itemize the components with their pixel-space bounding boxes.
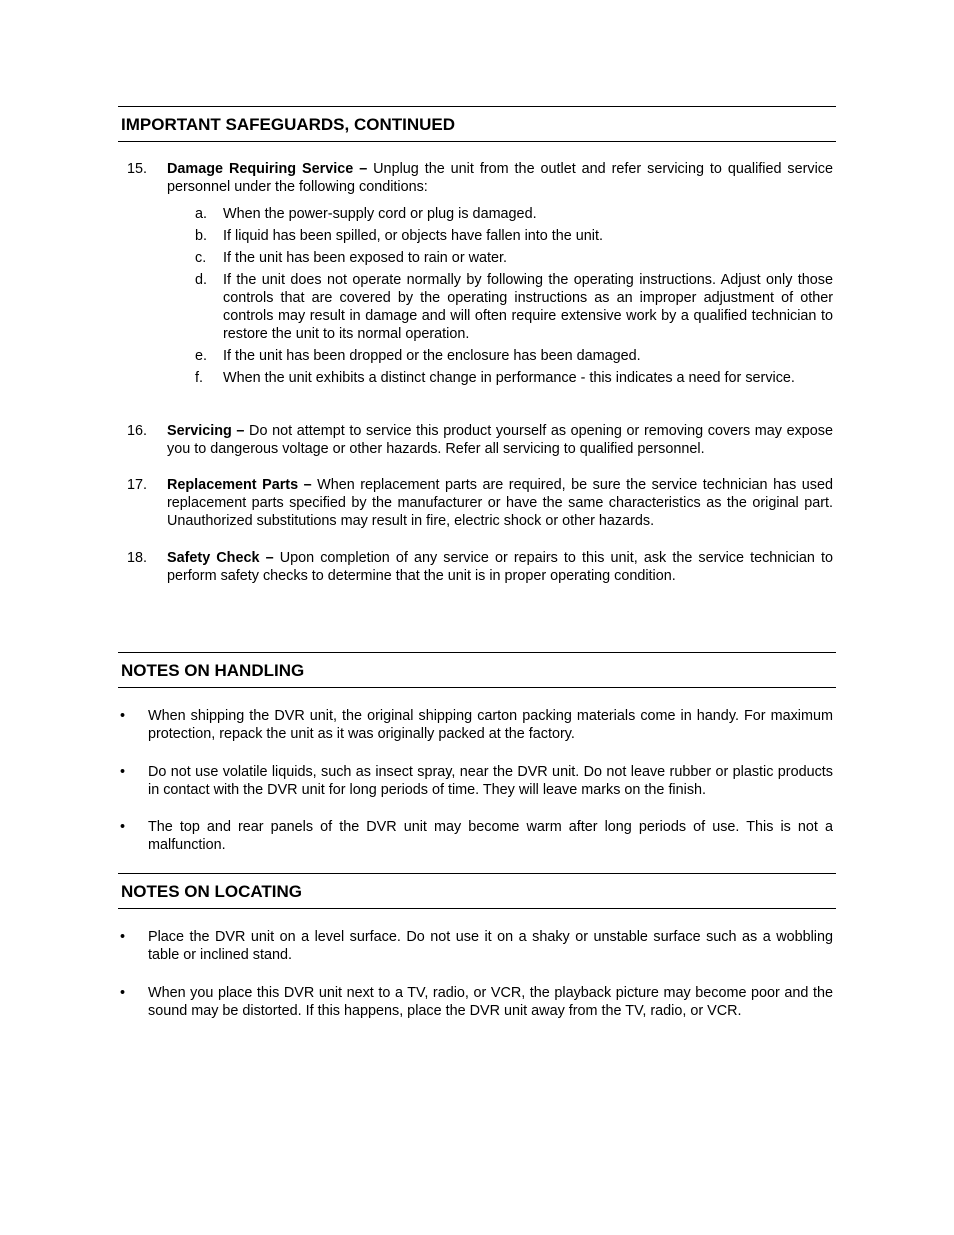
sub-item-letter: a. — [195, 206, 208, 222]
item-number: 15. — [127, 161, 148, 177]
sub-item-a — [167, 205, 833, 223]
sub-item-e — [167, 347, 833, 365]
sub-item-letter: b. — [195, 228, 208, 244]
bullet-text: When shipping the DVR unit, the original shipping carton packing materials come in handy. For maximum protection, repack the unit as it was originally packed at the factory. — [148, 708, 833, 742]
sub-item-text: When the unit exhibits a distinct change in performance - this indicates a need for service. — [223, 370, 795, 386]
bullet-icon: • — [120, 764, 126, 780]
item-text: When replacement parts are required, be sure the service technician has used replacement parts specified by the manufacturer or have the same characteristics as the original part. Unauthorized substitutions may result in fire, electric shock or other hazards. — [167, 477, 833, 529]
item-body — [167, 476, 833, 530]
safeguard-item-18 — [127, 549, 833, 585]
sub-item-letter: c. — [195, 250, 207, 266]
sub-item-f — [167, 369, 833, 387]
bullet-icon: • — [120, 708, 126, 724]
item-text: Do not attempt to service this product yourself as opening or removing covers may expose you to dangerous voltage or other hazards. Refer all servicing to qualified personnel. — [167, 423, 833, 457]
item-number: 16. — [127, 423, 148, 439]
bullet-icon: • — [120, 929, 126, 945]
section-header-important-safeguards — [118, 106, 836, 142]
sub-item-text: If liquid has been spilled, or objects have fallen into the unit. — [223, 228, 603, 244]
item-lead: Replacement Parts – — [167, 477, 312, 493]
item-lead: Damage Requiring Service – — [167, 161, 368, 177]
item-body — [167, 160, 833, 387]
sub-item-b — [167, 227, 833, 245]
bullet-text: When you place this DVR unit next to a TV, radio, or VCR, the playback picture may become poor and the sound may be distorted. If this happens, place the DVR unit away from the TV, radio, or VCR. — [148, 985, 833, 1019]
sub-item-text: When the power-supply cord or plug is damaged. — [223, 206, 537, 222]
safeguard-item-15 — [127, 160, 833, 391]
item-number: 17. — [127, 477, 148, 493]
item-body — [167, 549, 833, 585]
sub-item-c — [167, 249, 833, 267]
bullet-text: Place the DVR unit on a level surface. Do not use it on a shaky or unstable surface such as a wobbling table or inclined stand. — [148, 929, 833, 963]
sub-item-letter: f. — [195, 370, 203, 386]
section-header-notes-on-locating — [118, 873, 836, 909]
item-text: Upon completion of any service or repairs to this unit, ask the service technician to perform safety checks to determine that the unit is in proper operating condition. — [167, 550, 833, 584]
sub-item-text: If the unit does not operate normally by following the operating instructions. Adjust only those controls that are covered by the operating instructions as an improper adjustment of other controls may result in damage and will often require extensive work by a qualified technician to restore the unit to its normal operation. — [223, 272, 833, 342]
section-title: NOTES ON HANDLING — [121, 661, 305, 680]
safeguard-item-17 — [127, 476, 833, 530]
item-body — [167, 422, 833, 458]
bullet-text: Do not use volatile liquids, such as insect spray, near the DVR unit. Do not leave rubber or plastic products in contact with the DVR unit for long periods of time. They will leave marks on the finish. — [148, 764, 833, 798]
bullet-text: The top and rear panels of the DVR unit may become warm after long periods of use. This is not a malfunction. — [148, 819, 833, 853]
bullet-icon: • — [120, 985, 126, 1001]
item-lead: Servicing – — [167, 423, 245, 439]
handling-bullet-2 — [118, 763, 833, 799]
handling-bullet-3 — [118, 818, 833, 854]
item-lead: Safety Check – — [167, 550, 274, 566]
section-header-notes-on-handling — [118, 652, 836, 688]
sub-item-letter: e. — [195, 348, 208, 364]
sub-list — [167, 205, 833, 387]
sub-item-d — [167, 271, 833, 343]
locating-bullet-1 — [118, 928, 833, 964]
sub-item-text: If the unit has been dropped or the enclosure has been damaged. — [223, 348, 641, 364]
sub-item-letter: d. — [195, 272, 208, 288]
section-title: NOTES ON LOCATING — [121, 882, 303, 901]
locating-bullet-2 — [118, 984, 833, 1020]
item-text: Unplug the unit from the outlet and refer servicing to qualified service personnel under the following conditions: — [167, 161, 833, 195]
sub-item-text: If the unit has been exposed to rain or water. — [223, 250, 507, 266]
section-title: IMPORTANT SAFEGUARDS, CONTINUED — [121, 115, 456, 134]
item-number: 18. — [127, 550, 148, 566]
bullet-icon: • — [120, 819, 126, 835]
handling-bullet-1 — [118, 707, 833, 743]
safeguard-item-16 — [127, 422, 833, 458]
